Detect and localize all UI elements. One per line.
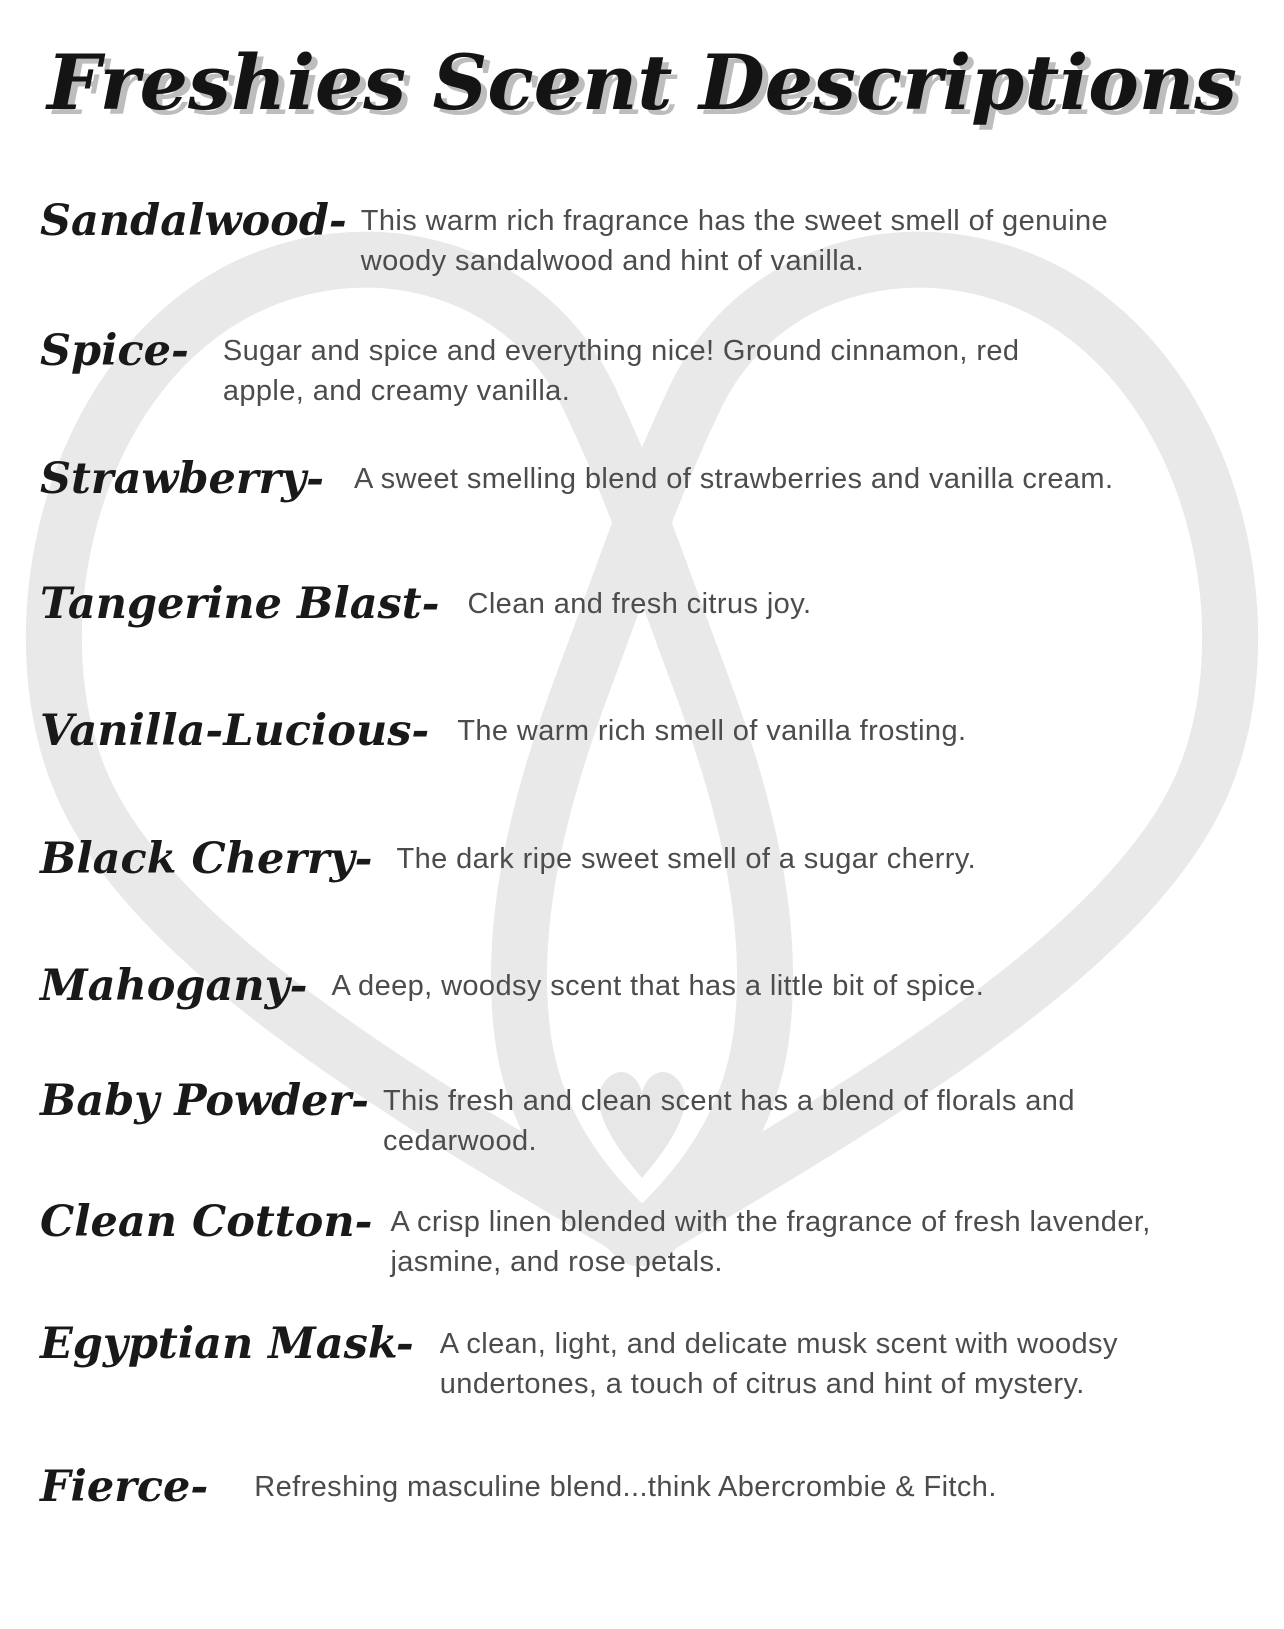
scent-name: Fierce- [40,1462,209,1512]
scent-description-line: The warm rich smell of vanilla frosting. [457,715,967,747]
scent-description-line: A deep, woodsy scent that has a little bit of spice. [331,970,985,1002]
scent-description [390,1202,1150,1282]
scent-entry [40,1077,1075,1161]
scent-description-line: cedarwood. [383,1125,537,1157]
scent-description [467,584,811,624]
scent-entry [40,197,1108,281]
scent-name: Vanilla-Lucious- [40,706,430,756]
scent-name: Baby Powder- [40,1076,370,1126]
scent-description [440,1324,1118,1404]
scent-entry [40,1320,1118,1404]
page-title: Freshies Scent Descriptions [47,38,1237,127]
scent-entry [40,1198,1151,1282]
scent-name: Strawberry- [40,454,325,504]
scent-description [457,711,966,751]
scent-entry [40,707,966,756]
scent-name: Mahogany- [40,961,308,1011]
scent-description-line: Sugar and spice and everything nice! Ground cinnamon, red [222,335,1020,367]
scent-description-line: woody sandalwood and hint of vanilla. [360,245,865,277]
scent-description-line: Clean and fresh citrus joy. [467,588,812,620]
scent-entry [40,962,984,1011]
scent-description [331,966,984,1006]
scent-description-line: jasmine, and rose petals. [390,1246,723,1278]
scent-description [223,331,1020,411]
scent-description [383,1081,1075,1161]
scent-name: Tangerine Blast- [40,579,440,629]
scent-description [254,1467,997,1507]
scent-entry [40,1463,997,1512]
scent-description [396,839,976,879]
scent-entry [40,455,1113,504]
scent-name: Egyptian Mask- [40,1319,414,1369]
scent-description-line: apple, and creamy vanilla. [222,375,571,407]
scent-description-line: A sweet smelling blend of strawberries and vanilla cream. [354,463,1114,495]
scent-description-line: A clean, light, and delicate musk scent with woodsy [439,1328,1118,1360]
scent-entry [40,327,1019,411]
scent-name: Black Cherry- [40,834,373,884]
scent-description-line: This warm rich fragrance has the sweet smell of genuine [360,205,1109,237]
scent-description [354,459,1113,499]
scent-description-line: Refreshing masculine blend...think Abercrombie & Fitch. [254,1471,997,1503]
scent-name: Sandalwood- [40,196,347,246]
scent-entry [40,580,811,629]
scent-description-line: A crisp linen blended with the fragrance of fresh lavender, [390,1206,1151,1238]
scent-name: Spice- [40,326,189,376]
scent-description-line: The dark ripe sweet smell of a sugar cherry. [396,843,977,875]
scent-description-line: undertones, a touch of citrus and hint of mystery. [439,1368,1085,1400]
scent-description-line: This fresh and clean scent has a blend of florals and [383,1085,1075,1117]
scent-description [361,201,1108,281]
scent-name: Clean Cotton- [40,1197,373,1247]
scent-entry [40,835,976,884]
